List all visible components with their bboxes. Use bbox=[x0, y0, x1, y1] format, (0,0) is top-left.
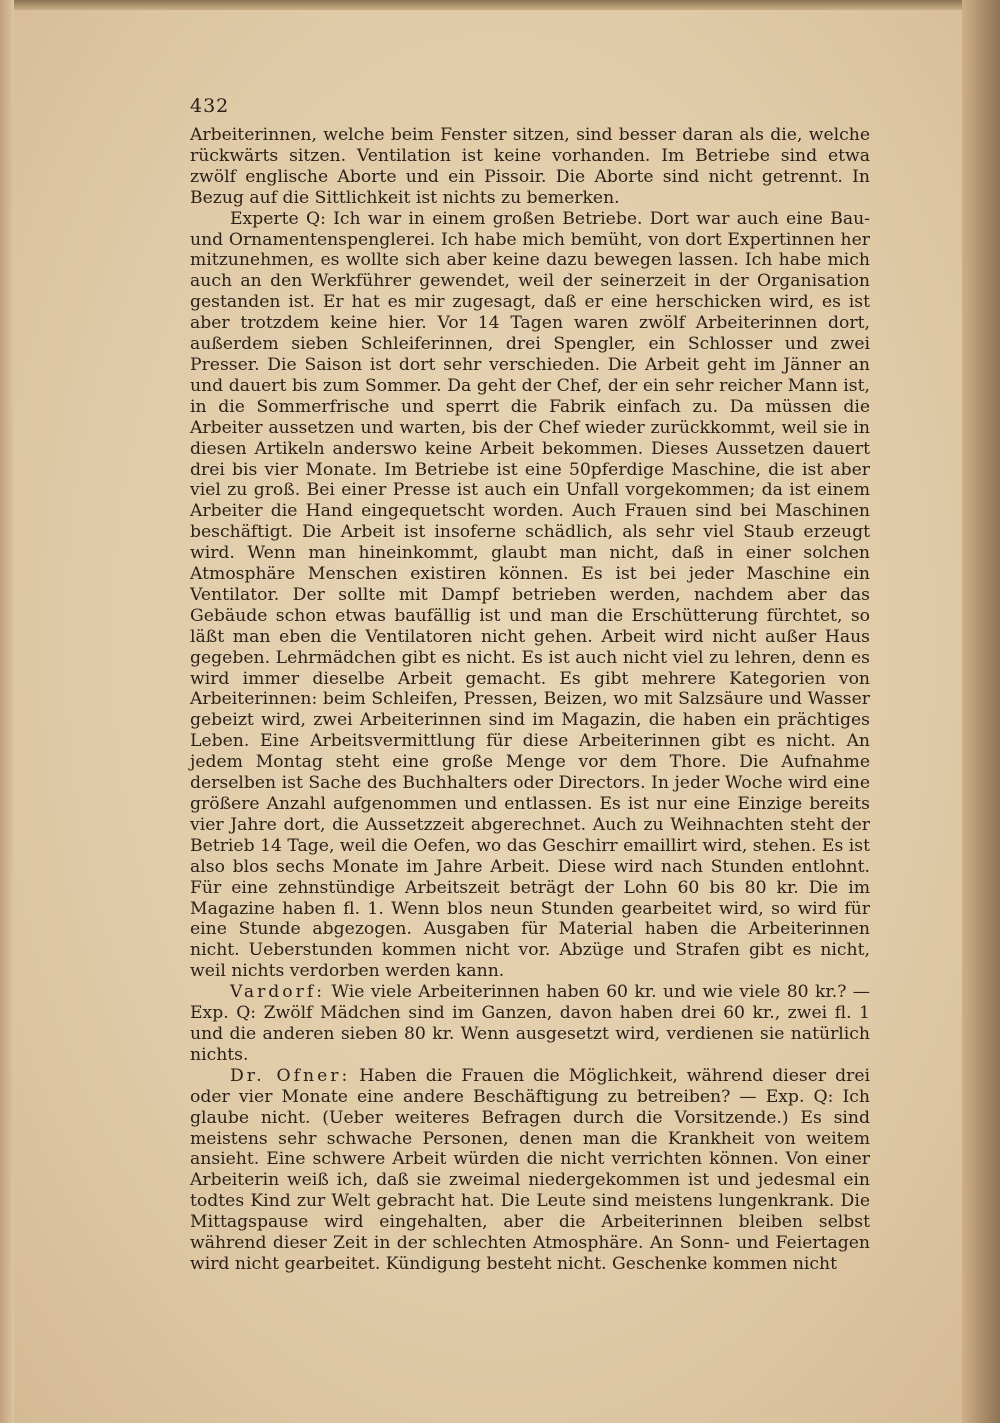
paragraph-text: Experte Q: Ich war in einem großen Betriebe. Dort war auch eine Bau- und Ornamentenspenglerei. Ich habe mich bemüht, von dort Expertinnen her mitzunehmen, es wollte sich aber keine dazu bewegen lassen. Ich habe mich auch an den Werkführer gewendet, weil der seinerzeit in der Organisation gestanden ist. Er hat es mir zugesagt, daß er eine herschicken wird, es ist aber trotzdem keine hier. Vor 14 Tagen waren zwölf Arbeiterinnen dort, außerdem sieben Schleiferinnen, drei Spengler, ein Schlosser und zwei Presser. Die Saison ist dort sehr verschieden. Die Arbeit geht im Jänner an und dauert bis zum Sommer. Da geht der Chef, der ein sehr reicher Mann ist, in die Sommerfrische und sperrt die Fabrik einfach zu. Da müssen die Arbeiter aussetzen und warten, bis der Chef wieder zurückkommt, weil sie in diesen Artikeln anderswo keine Arbeit bekommen. Dieses Aussetzen dauert drei bis vier Monate. Im Betriebe ist eine 50pferdige Maschine, die ist aber viel zu groß. Bei einer Presse ist auch ein Unfall vorgekommen; da ist einem Arbeiter die Hand eingequetscht worden. Auch Frauen sind bei Maschinen beschäftigt. Die Arbeit ist insoferne schädlich, als sehr viel Staub erzeugt wird. Wenn man hineinkommt, glaubt man nicht, daß in einer solchen Atmosphäre Menschen existiren können. Es ist bei jeder Maschine ein Ventilator. Der sollte mit Dampf betrieben werden, nachdem aber das Gebäude schon etwas baufällig ist und man die Erschütterung fürchtet, so läßt man eben die Ventilatoren nicht gehen. Arbeit wird nicht außer Haus gegeben. Lehrmädchen gibt es nicht. Es ist auch nicht viel zu lehren, denn es wird immer dieselbe Arbeit gemacht. Es gibt mehrere Kategorien von Arbeiterinnen: beim Schleifen, Pressen, Beizen, wo mit Salzsäure und Wasser gebeizt wird, zwei Arbeiterinnen sind im Magazin, die haben ein prächtiges Leben. Eine Arbeitsvermittlung für diese Arbeiterinnen gibt es nicht. An jedem Montag steht eine große Menge vor dem Thore. Die Aufnahme derselben ist Sache des Buchhalters oder Directors. In jeder Woche wird eine größere Anzahl aufgenommen und entlassen. Es ist nur eine Einzige bereits vier Jahre dort, die Aussetzzeit abgerechnet. Auch zu Weihnachten steht der Betrieb 14 Tage, weil die Oefen, wo das Geschirr emaillirt wird, stehen. Es ist also blos sechs Monate im Jahre Arbeit. Diese wird nach Stunden entlohnt. Für eine zehnstündige Arbeitszeit beträgt der Lohn 60 bis 80 kr. Die im Magazine haben fl. 1. Wenn blos neun Stunden gearbeitet wird, so wird für eine Stunde abgezogen. Ausgaben für Material haben die Arbeiterinnen nicht. Ueberstunden kommen nicht vor. Abzüge und Strafen gibt es nicht, weil nichts verdorben werden kann. bbox=[190, 208, 870, 982]
paragraph bbox=[190, 125, 870, 209]
top-edge-shadow bbox=[0, 0, 1000, 10]
paragraph bbox=[190, 1066, 870, 1275]
speaker-name: Vardorf: bbox=[230, 982, 326, 1003]
paragraph-text: Haben die Frauen die Möglichkeit, während dieser drei oder vier Monate eine andere Beschäftigung zu betreiben? — Exp. Q: Ich glaube nicht. (Ueber weiteres Befragen durch die Vorsitzende.) Es sind meistens sehr schwache Personen, denen man die Krankheit von weitem ansieht. Eine schwere Arbeit würden die nicht verrichten können. Von einer Arbeiterin weiß ich, daß sie zweimal niedergekommen ist und jedesmal ein todtes Kind zur Welt gebracht hat. Die Leute sind meistens lungenkrank. Die Mittagspause wird eingehalten, aber die Arbeiterinnen bleiben selbst während dieser Zeit in der schlechten Atmosphäre. An Sonn- und Feiertagen wird nicht gearbeitet. Kündigung besteht nicht. Geschenke kommen nicht bbox=[190, 1065, 871, 1274]
speaker-name: Dr. Ofner: bbox=[230, 1065, 351, 1086]
paragraph-text: Wie viele Arbeiterinnen haben 60 kr. und wie viele 80 kr.? — Exp. Q: Zwölf Mädchen sind im Ganzen, davon haben drei 60 kr., zwei fl. 1 und die anderen sieben 80 kr. Wenn ausgesetzt wird, verdienen sie natürlich nichts. bbox=[190, 982, 870, 1065]
page-body bbox=[190, 95, 870, 1275]
left-edge-shadow bbox=[0, 0, 14, 1423]
book-spine-edge bbox=[962, 0, 1000, 1423]
paragraph bbox=[190, 982, 870, 1066]
paragraph-text: Arbeiterinnen, welche beim Fenster sitzen, sind besser daran als die, welche rückwärts sitzen. Ventilation ist keine vorhanden. Im Betriebe sind etwa zwölf englische Aborte und ein Pissoir. Die Aborte sind nicht getrennt. In Bezug auf die Sittlichkeit ist nichts zu bemerken. bbox=[190, 125, 870, 208]
page-number: 432 bbox=[190, 95, 230, 117]
paragraph bbox=[190, 209, 870, 983]
